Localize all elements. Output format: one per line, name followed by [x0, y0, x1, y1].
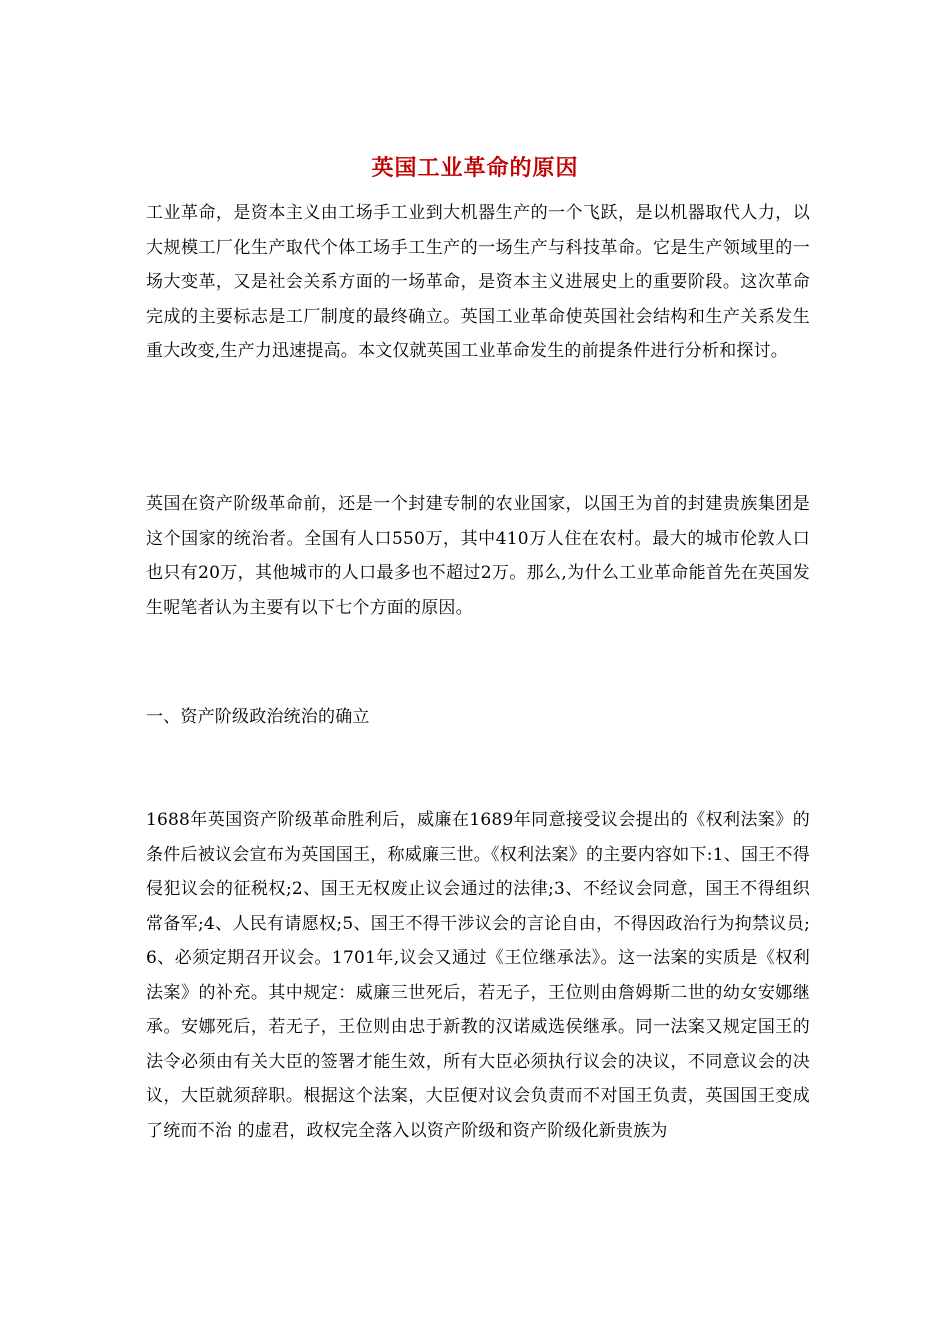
paragraph-section-1: 1688年英国资产阶级革命胜利后，威廉在1689年同意接受议会提出的《权利法案》的条件后被议会宣布为英国国王，称威廉三世。《权利法案》的主要内容如下:1、国王不得侵犯议会的征税权;2、国王无权废止议会通过的法律;3、不经议会同意，国王不得组织常备军;4、人民有请愿权;5、国王不得干涉议会的言论自由，不得因政治行为拘禁议员;6、必须定期召开议会。1701年,议会又通过《王位继承法》。这一法案的实质是《权利法案》的补充。其中规定：威廉三世死后，若无子，王位则由詹姆斯二世的幼女安娜继承。安娜死后，若无子，王位则由忠于新教的汉诺威选侯继承。同一法案又规定国王的法令必须由有关大臣的签署才能生效，所有大臣必须执行议会的决议，不同意议会的决议，大臣就须辞职。根据这个法案，大臣便对议会负责而不对国王负责，英国国王变成了统而不治 的虚君，政权完全落入以资产阶级和资产阶级化新贵族为 [146, 810, 810, 1141]
paragraph-intro: 工业革命，是资本主义由工场手工业到大机器生产的一个飞跃，是以机器取代人力，以大规模工厂化生产取代个体工场手工生产的一场生产与科技革命。它是生产领域里的一场大变革，又是社会关系方面的一场革命，是资本主义进展史上的重要阶段。这次革命完成的主要标志是工厂制度的最终确立。英国工业革命使英国社会结构和生产关系发生重大改变,生产力迅速提高。本文仅就英国工业革命发生的前提条件进行分析和探讨。 [146, 203, 810, 361]
paragraph-background: 英国在资产阶级革命前，还是一个封建专制的农业国家，以国王为首的封建贵族集团是这个国家的统治者。全国有人口550万，其中410万人住在农村。最大的城市伦敦人口也只有20万，其他城市的人口最多也不超过2万。那么,为什么工业革命能首先在英国发生呢笔者认为主要有以下七个方面的原因。 [146, 494, 810, 618]
document-title: 英国工业革命的原因 [371, 155, 579, 181]
section-heading-1: 一、资产阶级政治统治的确立 [146, 707, 370, 727]
